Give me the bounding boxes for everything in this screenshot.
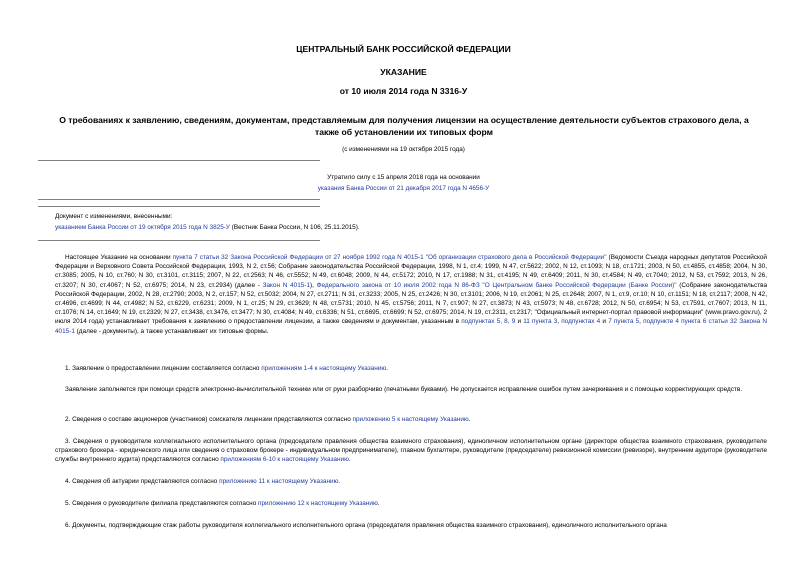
preamble-text: и [600,318,609,326]
status-line: Утратило силу с 15 апреля 2018 года на основании [327,174,480,181]
item-text: 5. Сведения о руководителе филиала представляются согласно [65,500,259,507]
amending-act-source: (Вестник Банка России, N 106, 25.11.2015). [229,224,360,231]
appendix-1-4-link[interactable]: приложениям 1-4 к настоящему Указанию [261,365,387,372]
repeal-link[interactable]: указания Банка России от 21 декабря 2017 года N 4656-У [317,185,490,192]
law-short-link[interactable]: Закон N 4015-1 [262,281,310,289]
law-4015-1-link[interactable]: пункта 7 статьи 32 Закона Российской Федерации от 27 ноября 1992 года N 4015-1 "Об организации страхового дела в Российской Федерации" [172,254,607,261]
document-date-number: от 10 июля 2014 года N 3316-У [339,86,468,96]
article-32-link[interactable]: подпункте 4 пункта 6 статьи 32 Закона N 4015-1 [55,318,767,335]
item-text: 1. Заявление о предоставлении лицензии составляется согласно [65,365,262,372]
preamble-text: ), [310,281,317,289]
subclauses-4-link[interactable]: подпунктах 4 [561,318,601,326]
preamble-text: , [557,318,562,326]
item-6: 6. Документы, подтверждающие стаж работы руководителя коллегиального исполнительного органа (председателя правления общества взаимного страхования), единоличного исполнительного органа [65,522,667,529]
appendix-5-link[interactable]: приложению 5 к настоящему Указанию [352,416,469,423]
item-text: 4. Сведения об актуарии представляются согласно [65,478,220,485]
appendix-12-link[interactable]: приложению 12 к настоящему Указанию [258,500,378,507]
clause-3-link[interactable]: 11 пункта 3 [523,318,558,326]
document-type: УКАЗАНИЕ [380,67,427,77]
divider [38,240,320,241]
preamble-text: , [639,318,644,326]
document-title: О требованиях к заявлению, сведениям, документам, представляемым для получения лицензии на осуществление деятельности субъектов страхового дела, а также об установлении их типовых форм [59,115,749,137]
item-1 [55,364,767,373]
item-text: . [338,478,341,485]
preamble-text: (Собрание законодательства Российской Федерации, 2002, N 28, ст.2790; 2003, N 2, ст.157; N 52, ст.5032; 2004, N 27, ст.2711; N 31, ст.3233; 2005, N 25, ст.2426; N 30, ст.3101; 2006, N 19, ст.2061; N 25, ст.2648; 2007, N 1, ст.9, ст.10; N 10, ст.1151; N 18, ст.2117; 2008, N 42, ст.4696, ст.4699; N 44, ст.4982; N 52, ст.6229, ст.6231; 2009, N 1, ст.25; N 29, ст.3629; N 48, ст.5731; 2010, N 45, ст.5756; 2011, N 7, ст.907; N 27, ст.3873; N 43, ст.5973; N 48, ст.6728; 2012, N 50, ст.6954; N 53, ст.7591, ст.7607; 2013, N 11, ст.1076; N 14, ст.1649; N 19, ст.2329; N 27, ст.3438, ст.3476, ст.3477; N 30, ст.4084; N 49, ст.6336; N 51, ст.6695, ст.6699; N 52, ст.6975; 2014, N 19, ст.2311, ст.2317; "Официальный интернет-портал правовой информации" (www.pravo.gov.ru), 2 июля 2014 года) устанавливает требования к заявлению о предоставлении лицензии, а также сведениям и документам, указанным в [55,281,768,326]
preamble-paragraph [55,253,767,336]
subclauses-link[interactable]: подпунктах 5, 8, 9 [461,318,516,326]
divider [38,160,320,161]
item-4 [55,477,767,486]
appendix-6-10-link[interactable]: приложениям 6-10 к настоящему Указанию [220,456,349,464]
amending-act-link[interactable]: указанием Банка России от 19 октября 2015 года N 3825-У [55,224,230,231]
item-text: . [348,456,351,464]
clause-5-link[interactable]: 7 пункта 5 [608,318,640,326]
divider [38,199,320,200]
issuer-heading: ЦЕНТРАЛЬНЫЙ БАНК РОССИЙСКОЙ ФЕДЕРАЦИИ [296,44,511,54]
divider [38,206,320,207]
item-text: . [386,365,388,372]
item-2 [55,415,767,424]
item-text: 2. Сведения о составе акционеров (участников) соискателя лицензии представляются согласно [65,416,353,423]
preamble-text: (далее - документы), а также устанавливает их типовые формы. [74,327,269,335]
preamble-text: Настоящее Указание на основании [65,254,173,261]
item-text: . [468,416,471,423]
appendix-11-link[interactable]: приложению 11 к настоящему Указанию [219,478,339,485]
item-5 [55,499,767,508]
item-text: . [377,500,380,507]
law-86-fz-link[interactable]: Федерального закона от 10 июля 2002 года N 86-ФЗ "О Центральном банке Российской Федерации (Банке России)" [316,281,677,289]
amended-by-label: Документ с изменениями, внесенными: [55,213,173,220]
amended-by-line [55,224,475,233]
item-text: 3. Сведения о руководителе коллегиального исполнительного органа (председателе правления общества взаимного страхования), единоличном исполнительном органе (директоре общества взаимного страхования, руководителе страхового брокера - юридического лица или сведения о страховом брокере - индивидуальном предпринимателе), главном бухгалтере, руководителе (председателе) ревизионной комиссии (ревизоре), внутреннем аудиторе (руководителе службы внутреннего аудита) представляются согласно [55,438,767,464]
item-1-note: Заявление заполняется при помощи средств электронно-вычислительной техники или от руки разборчиво (печатными буквами). Не допускается исправление ошибок путем зачеркивания и с помощью корректирующих средств. [65,386,743,393]
amendment-note: (с изменениями на 19 октября 2015 года) [342,146,465,153]
preamble-text: и [515,318,524,326]
preamble-text: (Ведомости Съезда народных депутатов Российской Федерации и Верховного Совета Российской Федерации, 1993, N 2, ст.56; Собрание законодательства Российской Федерации, 1998, N 1, ст.4; 1999, N 47, ст.5622; 2002, N 12, ст.1093; N 18, ст.1721; 2003, N 50, ст.4855, ст.4858; 2004, N 30, ст.3085; 2005, N 10, ст.760; N 30, ст.3101, ст.3115; 2007, N 22, ст.2563; N 46, ст.5552; N 49, ст.6048; 2009, N 44, ст.5172; 2010, N 17, ст.1988; N 31, ст.4195; N 49, ст.6409; 2011, N 30, ст.4584; N 49, ст.7040; 2012, N 53, ст.7592; 2013, N 26, ст.3207; N 30, ст.4067; N 52, ст.6975; 2014, N 23, ст.2934) (далее - [55,254,767,289]
item-3 [55,437,767,465]
